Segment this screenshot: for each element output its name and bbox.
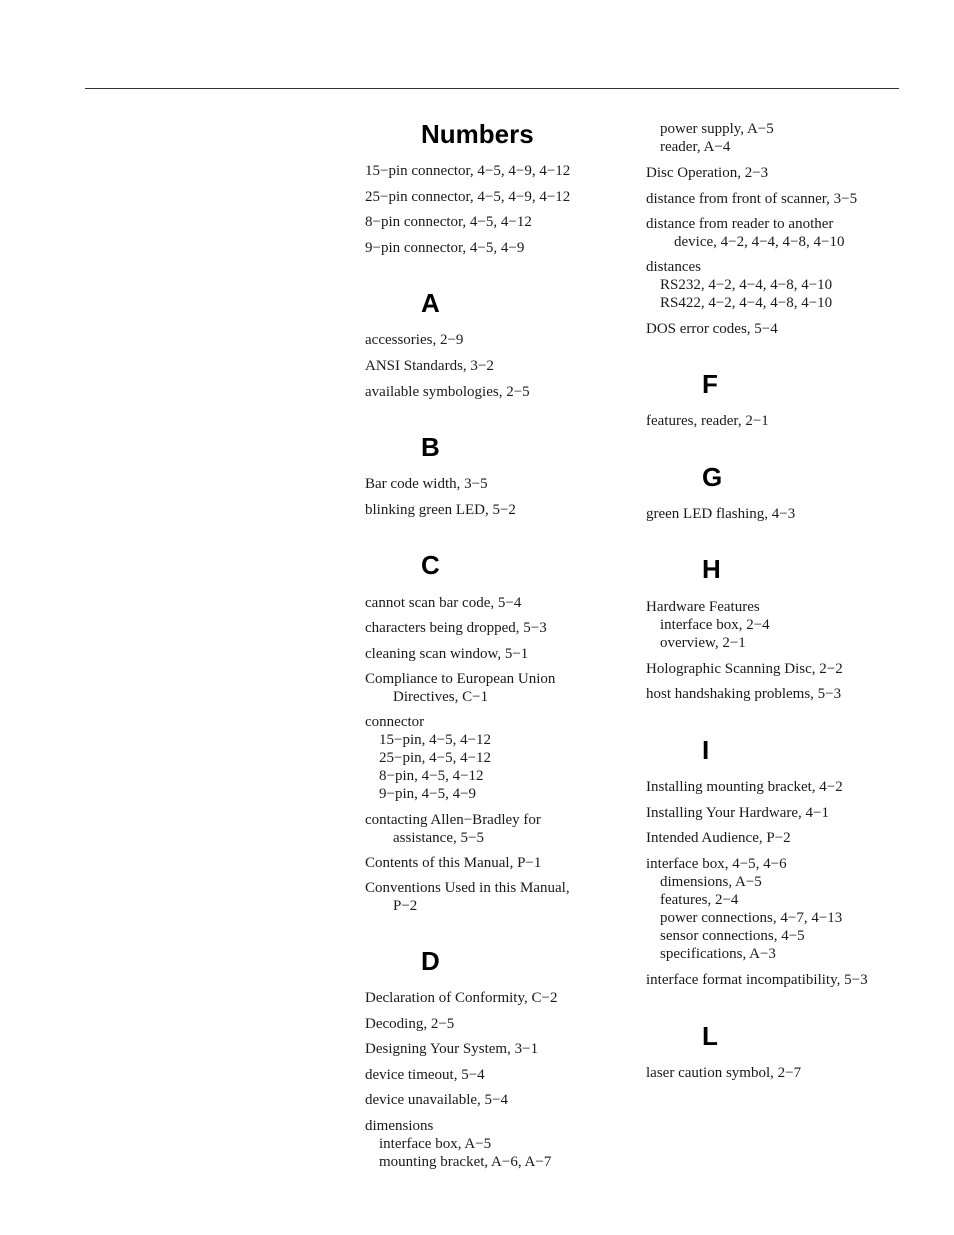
index-entry (646, 258, 832, 312)
index-subentry: power connections, 4−7, 4−13 (660, 910, 843, 926)
index-term: Bar code width, 3−5 (365, 476, 488, 492)
index-entry (646, 1064, 801, 1082)
section-heading-c: C (421, 550, 440, 580)
index-term: characters being dropped, 5−3 (365, 620, 547, 636)
index-term: distance from reader to another (646, 216, 834, 232)
index-entry (646, 320, 778, 338)
index-term: contacting Allen−Bradley for (365, 812, 541, 828)
index-term-continuation: device, 4−2, 4−4, 4−8, 4−10 (674, 234, 845, 250)
index-entry (646, 778, 843, 796)
index-term: Declaration of Conformity, C−2 (365, 990, 558, 1006)
index-entry (365, 1091, 508, 1109)
section-heading-g: G (702, 462, 723, 492)
index-term: device unavailable, 5−4 (365, 1092, 508, 1108)
index-entry (646, 855, 842, 963)
index-term: dimensions (365, 1118, 434, 1134)
index-term: Conventions Used in this Manual, (365, 880, 570, 896)
index-term: connector (365, 714, 425, 730)
index-entry (646, 660, 843, 678)
index-entry (365, 854, 541, 872)
index-subentry: 15−pin, 4−5, 4−12 (379, 732, 492, 748)
index-subentry: mounting bracket, A−6, A−7 (379, 1154, 552, 1170)
index-entry (365, 475, 488, 493)
index-term: Installing mounting bracket, 4−2 (646, 779, 843, 795)
index-term: Installing Your Hardware, 4−1 (646, 805, 830, 821)
index-term: Designing Your System, 3−1 (365, 1041, 539, 1057)
index-entry (365, 1015, 454, 1033)
index-entry (365, 188, 570, 206)
section-heading-h: H (702, 554, 721, 584)
index-entry (646, 164, 768, 182)
index-entry (365, 879, 570, 915)
index-term: interface format incompatibility, 5−3 (646, 972, 868, 988)
section-heading-i: I (702, 735, 710, 765)
index-entry (365, 713, 491, 803)
index-entry (365, 357, 494, 375)
index-entry (365, 162, 570, 180)
index-subentry: reader, A−4 (660, 139, 731, 155)
index-term: available symbologies, 2−5 (365, 384, 530, 400)
index-term: Intended Audience, P−2 (646, 830, 791, 846)
index-subentry: sensor connections, 4−5 (660, 928, 805, 944)
index-term: Decoding, 2−5 (365, 1016, 455, 1032)
section-heading-d: D (421, 946, 440, 976)
index-entry (646, 829, 791, 847)
index-entry (365, 594, 521, 612)
index-term: Contents of this Manual, P−1 (365, 855, 542, 871)
index-term: device timeout, 5−4 (365, 1067, 485, 1083)
index-term: interface box, 4−5, 4−6 (646, 856, 787, 872)
index-entry (646, 505, 795, 523)
index-entry (365, 383, 530, 401)
index-entry (365, 331, 463, 349)
index-term: 9−pin connector, 4−5, 4−9 (365, 240, 525, 256)
index-term: Hardware Features (646, 599, 760, 615)
index-term: host handshaking problems, 5−3 (646, 686, 842, 702)
index-entry (646, 804, 829, 822)
index-subentry: 8−pin, 4−5, 4−12 (379, 768, 484, 784)
section-heading-l: L (702, 1021, 718, 1051)
section-heading-a: A (421, 288, 440, 318)
index-subentry: specifications, A−3 (660, 946, 776, 962)
index-entry (365, 1066, 485, 1084)
index-term: laser caution symbol, 2−7 (646, 1065, 802, 1081)
index-entry (646, 685, 841, 703)
index-subentry: RS422, 4−2, 4−4, 4−8, 4−10 (660, 295, 833, 311)
index-entry (365, 501, 516, 519)
index-subentry: dimensions, A−5 (660, 874, 762, 890)
index-subentry: 25−pin, 4−5, 4−12 (379, 750, 492, 766)
index-subentry: interface box, 2−4 (660, 617, 770, 633)
index-term-continuation: P−2 (393, 898, 418, 914)
index-entry (365, 989, 557, 1007)
index-term: power supply, A−5 (660, 121, 774, 137)
index-term: ANSI Standards, 3−2 (365, 358, 494, 374)
index-term: cannot scan bar code, 5−4 (365, 595, 522, 611)
index-term: 25−pin connector, 4−5, 4−9, 4−12 (365, 189, 571, 205)
index-subentry: interface box, A−5 (379, 1136, 492, 1152)
header-rule (85, 88, 899, 89)
index-entry (365, 239, 524, 257)
index-term: 15−pin connector, 4−5, 4−9, 4−12 (365, 163, 571, 179)
index-term-continuation: Directives, C−1 (393, 689, 489, 705)
section-heading-b: B (421, 432, 440, 462)
index-entry (646, 598, 770, 652)
index-entry (646, 215, 844, 251)
index-term: green LED flashing, 4−3 (646, 506, 796, 522)
index-term: features, reader, 2−1 (646, 413, 769, 429)
index-term: accessories, 2−9 (365, 332, 464, 348)
index-entry (365, 1040, 538, 1058)
index-subentry: overview, 2−1 (660, 635, 746, 651)
index-entry (365, 1117, 551, 1171)
index-entry (646, 971, 868, 989)
index-subentry: features, 2−4 (660, 892, 739, 908)
index-entry (646, 120, 774, 156)
section-heading-numbers: Numbers (421, 119, 534, 149)
index-term: 8−pin connector, 4−5, 4−12 (365, 214, 532, 230)
index-term: distances (646, 259, 701, 275)
index-entry (646, 412, 769, 430)
index-entry (365, 619, 547, 637)
index-subentry: 9−pin, 4−5, 4−9 (379, 786, 477, 802)
index-entry (365, 670, 555, 706)
index-term-continuation: assistance, 5−5 (393, 830, 484, 846)
index-entry (365, 811, 541, 847)
index-term: blinking green LED, 5−2 (365, 502, 516, 518)
index-term: Compliance to European Union (365, 671, 556, 687)
index-term: Holographic Scanning Disc, 2−2 (646, 661, 843, 677)
index-entry (646, 190, 857, 208)
index-term: cleaning scan window, 5−1 (365, 646, 529, 662)
index-term: distance from front of scanner, 3−5 (646, 191, 858, 207)
index-subentry: RS232, 4−2, 4−4, 4−8, 4−10 (660, 277, 833, 293)
index-term: DOS error codes, 5−4 (646, 321, 778, 337)
index-entry (365, 213, 532, 231)
index-entry (365, 645, 528, 663)
section-heading-f: F (702, 369, 718, 399)
index-term: Disc Operation, 2−3 (646, 165, 769, 181)
